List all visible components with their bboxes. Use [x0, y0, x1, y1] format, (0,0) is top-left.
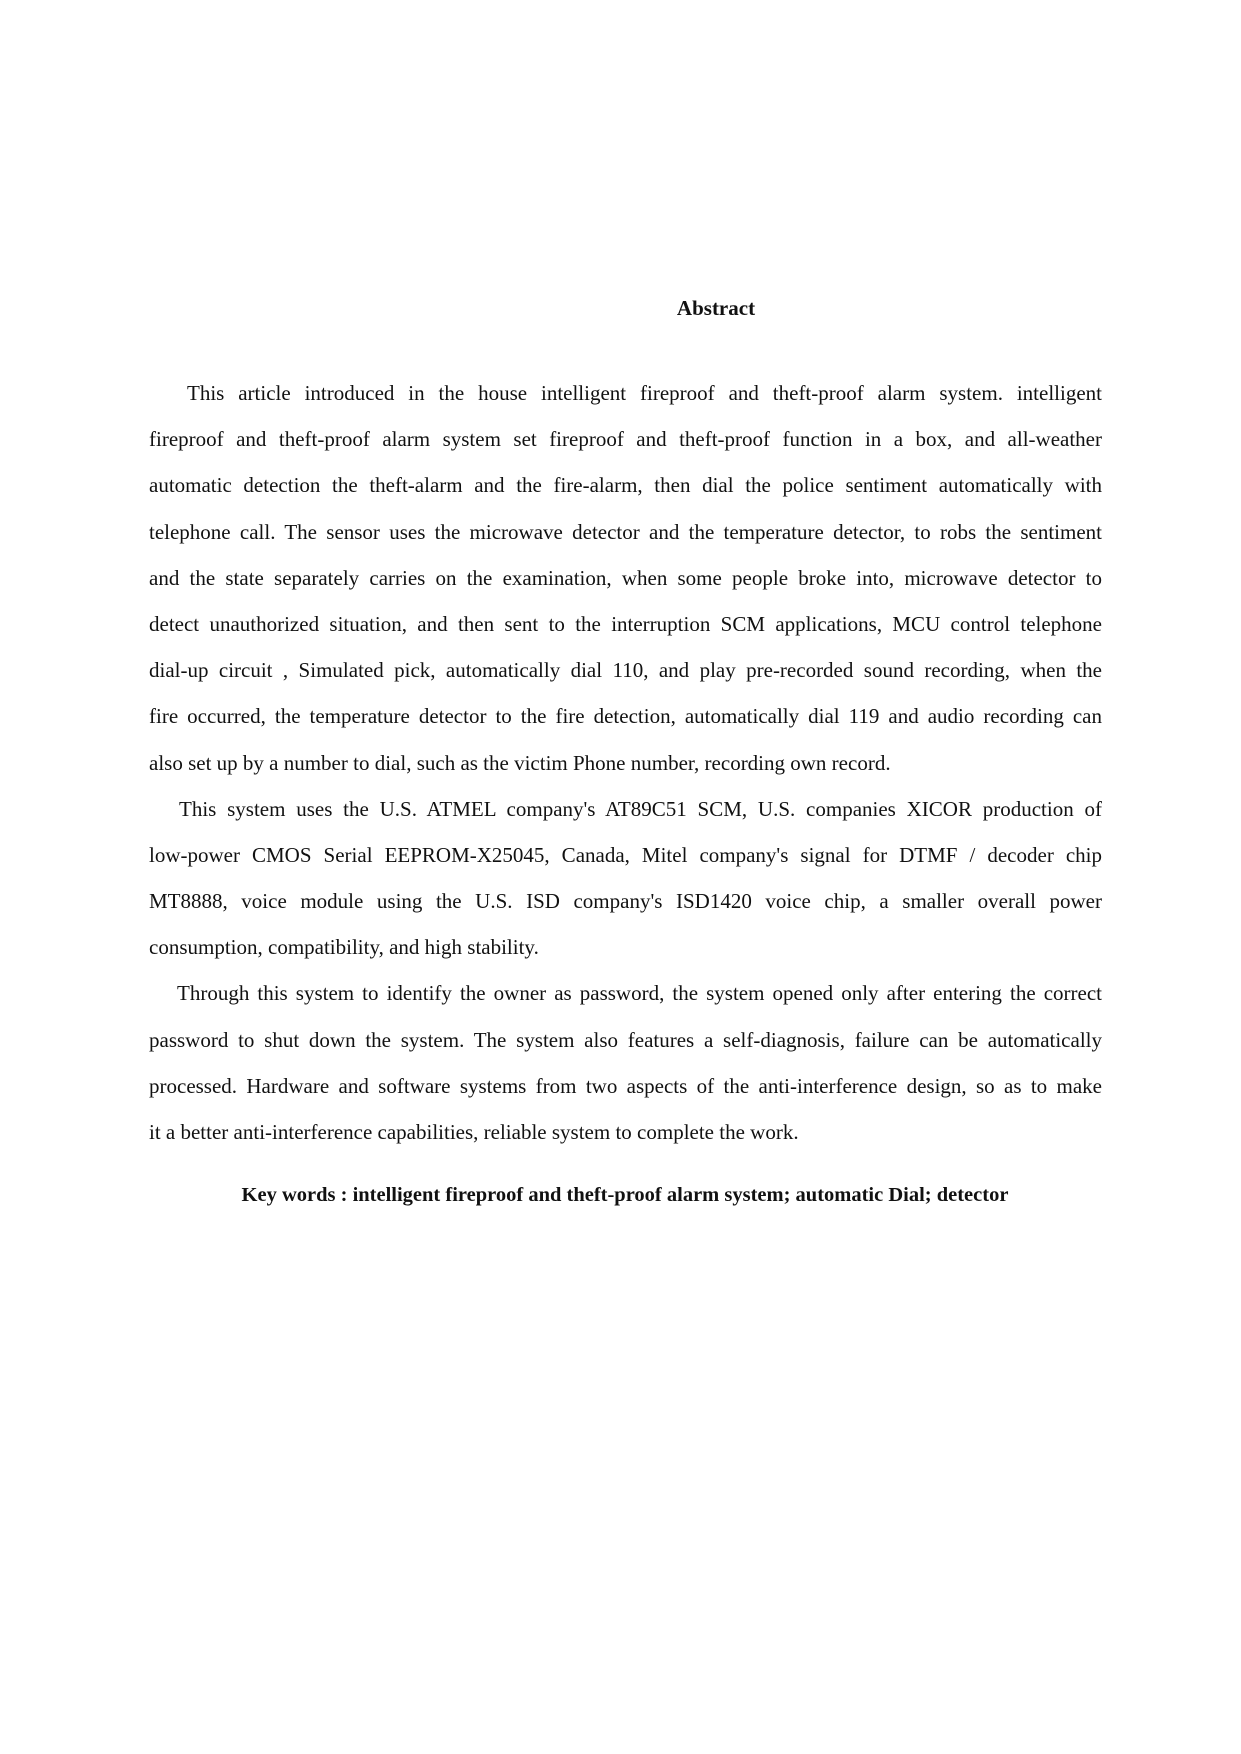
text-line: consumption, compatibility, and high stability.: [149, 935, 539, 960]
paragraph-1: [149, 370, 1102, 786]
text-line: telephone call. The sensor uses the microwave detector and the temperature detector, to robs the sentiment: [149, 519, 1102, 544]
text-line: Through this system to identify the owner as password, the system opened only after entering the correct: [177, 981, 1102, 1006]
paragraph-2: [149, 786, 1102, 971]
text-line: low-power CMOS Serial EEPROM-X25045, Canada, Mitel company's signal for DTMF / decoder chip: [149, 842, 1102, 867]
abstract-title: Abstract: [676, 296, 756, 320]
text-line: automatic detection the theft-alarm and the fire-alarm, then dial the police sentiment automatically with: [149, 473, 1102, 498]
abstract-body: [149, 370, 1102, 1155]
text-line: also set up by a number to dial, such as the victim Phone number, recording own record.: [149, 750, 891, 775]
text-line: detect unauthorized situation, and then sent to the interruption SCM applications, MCU control telephone: [149, 611, 1102, 636]
text-line: and the state separately carries on the examination, when some people broke into, microwave detector to: [149, 565, 1102, 590]
keywords: Key words : intelligent fireproof and theft-proof alarm system; automatic Dial; detector: [241, 1184, 1009, 1206]
text-line: dial-up circuit , Simulated pick, automatically dial 110, and play pre-recorded sound recording, when the: [149, 658, 1102, 683]
text-line: it a better anti-interference capabilities, reliable system to complete the work.: [149, 1120, 799, 1144]
text-line: fireproof and theft-proof alarm system set fireproof and theft-proof function in a box, and all-weather: [149, 427, 1102, 452]
text-line: This article introduced in the house intelligent fireproof and theft-proof alarm system. intelligent: [187, 381, 1102, 405]
paragraph-3: [149, 970, 1102, 1155]
text-line: processed. Hardware and software systems from two aspects of the anti-interference design, so as to make: [149, 1073, 1102, 1098]
text-line: password to shut down the system. The system also features a self-diagnosis, failure can be automatically: [149, 1027, 1102, 1052]
text-line: This system uses the U.S. ATMEL company's AT89C51 SCM, U.S. companies XICOR production of: [179, 796, 1102, 821]
text-line: fire occurred, the temperature detector to the fire detection, automatically dial 119 and audio recording can: [149, 704, 1102, 729]
text-line: MT8888, voice module using the U.S. ISD company's ISD1420 voice chip, a smaller overall power: [149, 889, 1102, 914]
